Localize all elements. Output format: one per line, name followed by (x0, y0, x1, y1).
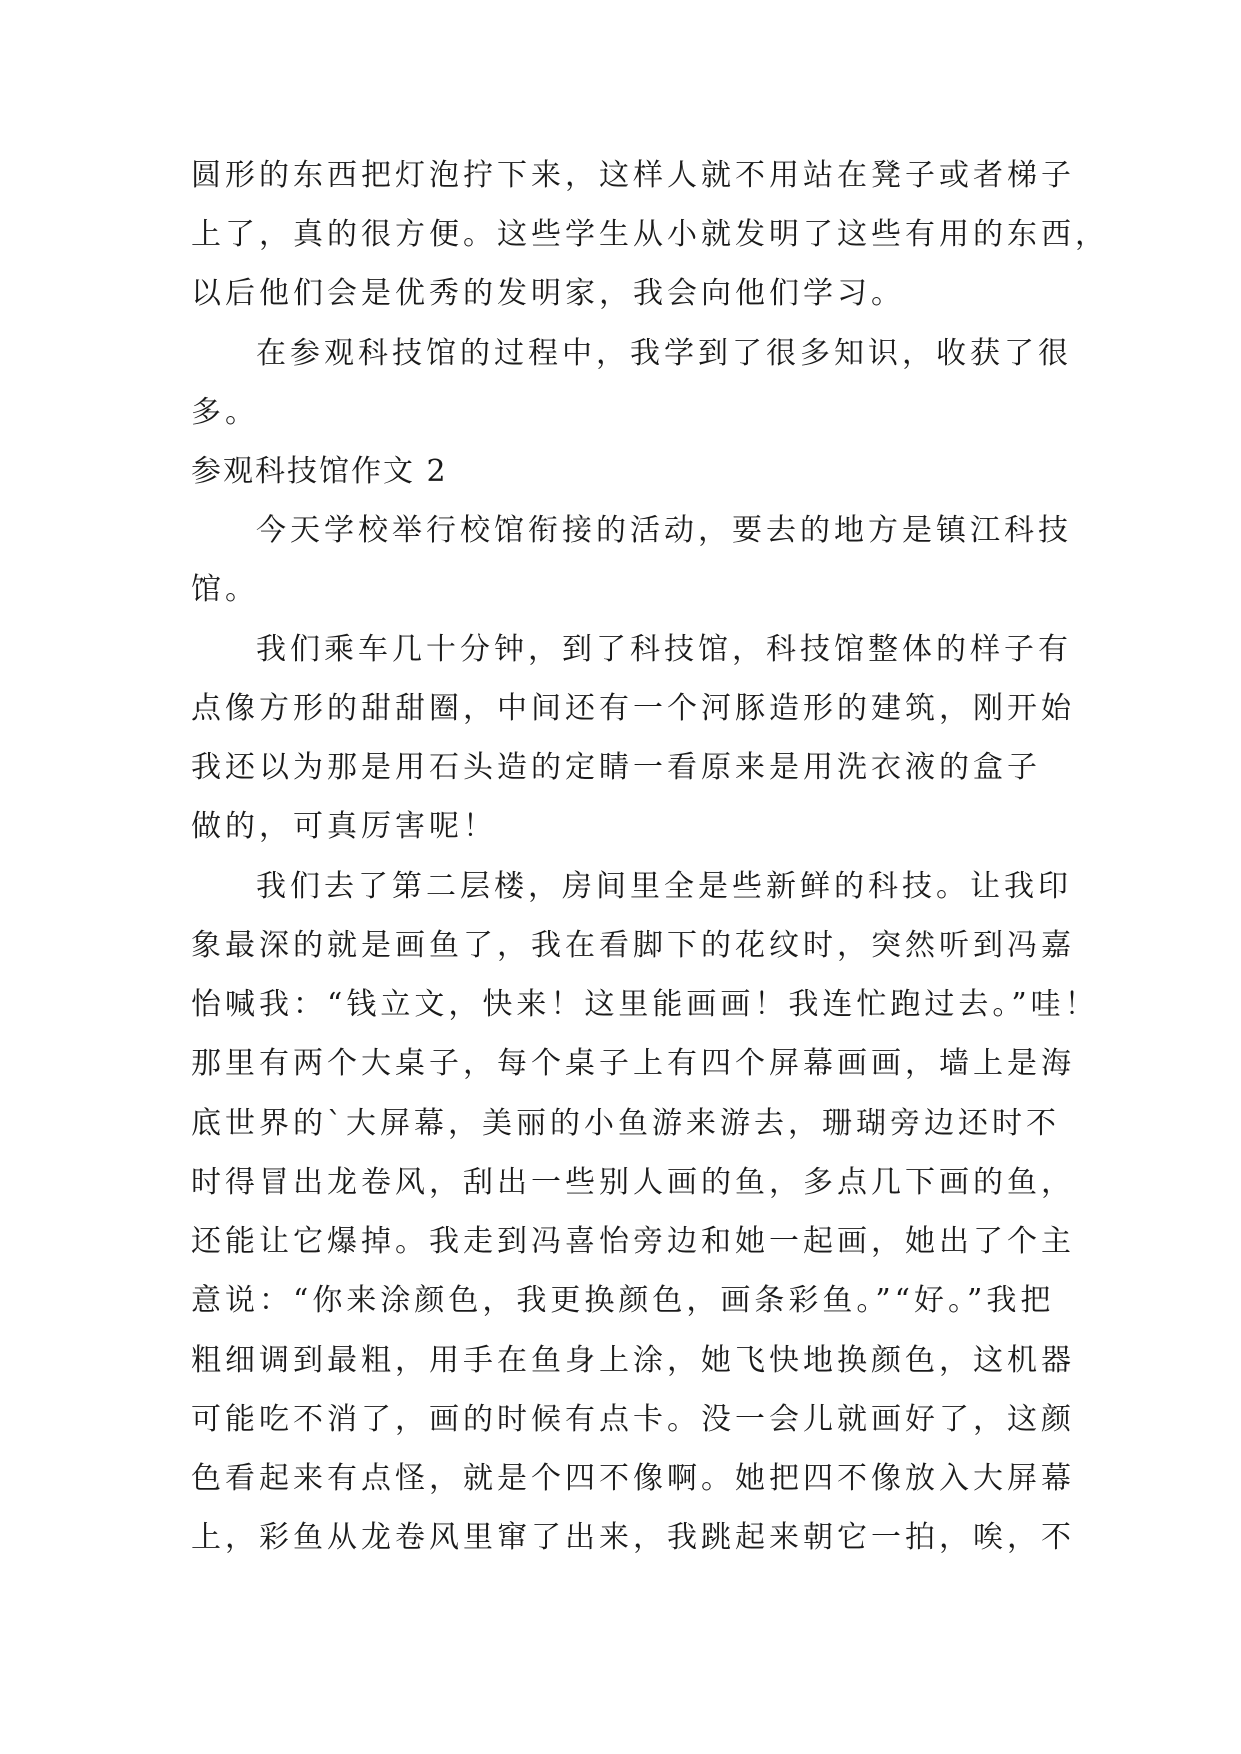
paragraph-line: 我们乘车几十分钟，到了科技馆，科技馆整体的样子有 (256, 632, 1072, 667)
paragraph-line: 可能吃不消了，画的时候有点卡。没一会儿就画好了，这颜 (191, 1402, 1075, 1437)
paragraph-line: 多。 (191, 395, 259, 430)
paragraph-line: 做的，可真厉害呢！ (191, 809, 497, 844)
paragraph-line: 圆形的东西把灯泡拧下来，这样人就不用站在凳子或者梯子 (191, 158, 1075, 193)
paragraph-line: 馆。 (191, 572, 259, 607)
paragraph-line: 在参观科技馆的过程中，我学到了很多知识，收获了很 (256, 336, 1072, 371)
paragraph-line: 色看起来有点怪，就是个四不像啊。她把四不像放入大屏幕 (191, 1461, 1075, 1496)
paragraph-line: 象最深的就是画鱼了，我在看脚下的花纹时，突然听到冯嘉 (191, 928, 1075, 963)
section-heading: 参观科技馆作文 2 (191, 454, 448, 489)
paragraph-line: 粗细调到最粗，用手在鱼身上涂，她飞快地换颜色，这机器 (191, 1343, 1075, 1378)
paragraph-line: 时得冒出龙卷风，刮出一些别人画的鱼，多点几下画的鱼， (191, 1165, 1075, 1200)
paragraph-line: 怡喊我：“钱立文，快来！这里能画画！我连忙跑过去。”哇！ (191, 987, 1099, 1022)
paragraph-line: 上，彩鱼从龙卷风里窜了出来，我跳起来朝它一拍，唉，不 (191, 1520, 1075, 1555)
paragraph-line: 上了，真的很方便。这些学生从小就发明了这些有用的东西， (191, 217, 1109, 252)
paragraph-line: 还能让它爆掉。我走到冯喜怡旁边和她一起画，她出了个主 (191, 1224, 1075, 1259)
paragraph-line: 意说：“你来涂颜色，我更换颜色，画条彩鱼。”“好。”我把 (191, 1283, 1055, 1318)
paragraph-line: 那里有两个大桌子，每个桌子上有四个屏幕画画，墙上是海 (191, 1046, 1075, 1081)
paragraph-line: 点像方形的甜甜圈，中间还有一个河豚造形的建筑，刚开始 (191, 691, 1075, 726)
paragraph-line: 今天学校举行校馆衔接的活动，要去的地方是镇江科技 (256, 513, 1072, 548)
paragraph-line: 底世界的`大屏幕，美丽的小鱼游来游去，珊瑚旁边还时不 (191, 1106, 1060, 1141)
paragraph-line: 我们去了第二层楼，房间里全是些新鲜的科技。让我印 (256, 869, 1072, 904)
paragraph-line: 我还以为那是用石头造的定睛一看原来是用洗衣液的盒子 (191, 750, 1041, 785)
paragraph-line: 以后他们会是优秀的发明家，我会向他们学习。 (191, 276, 905, 311)
